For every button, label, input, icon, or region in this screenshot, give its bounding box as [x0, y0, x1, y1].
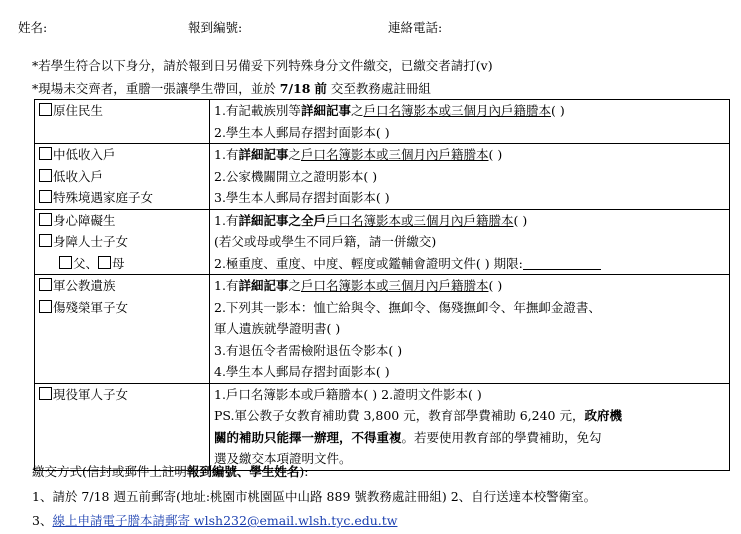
document-text: 戶口名簿影本或三個月內戶籍謄本 [300, 278, 489, 293]
checkbox[interactable] [98, 256, 111, 269]
document-text: 詳細記事之全戶 [238, 212, 326, 228]
document-text: 詳細記事 [300, 103, 351, 118]
method-bold: 報到編號、學生姓名 [186, 464, 300, 479]
document-text: 3.學生本人郵局存摺封面影本( ) [214, 190, 390, 205]
document-text: 2.極重度、重度、中度、輕度或鑑輔會證明文件( ) 期限: [214, 255, 523, 271]
identity-option [39, 210, 209, 232]
document-text: 選及繳交本項證明文件。 [214, 451, 352, 466]
email-link[interactable]: 線上申請電子謄本請郵寄 wlsh232@email.wlsh.tyc.edu.tw [52, 513, 398, 528]
document-line [214, 297, 729, 319]
document-text: 之 [288, 278, 301, 293]
note-2-before: 前 [314, 81, 327, 96]
instruction-note-1: *若學生符合以下身分，請於報到日另備妥下列特殊身分文件繳交，已繳交者請打(v) [32, 58, 493, 73]
method-suffix: ): [299, 464, 309, 479]
method-prefix: 繳交方式(信封或郵件上註明 [32, 464, 187, 479]
phone-label: 連絡電話: [388, 20, 443, 35]
document-text: 2.公家機關開立之證明影本( ) [214, 168, 378, 184]
document-line [214, 253, 729, 275]
checkbox[interactable] [39, 147, 52, 160]
checkbox[interactable] [59, 256, 72, 269]
document-text: 2.下列其一影本：恤亡給與令、撫卹令、傷殘撫卹令、年撫卹金證書、 [214, 299, 601, 315]
document-line [214, 187, 729, 209]
identity-option [39, 384, 209, 406]
document-line [214, 144, 729, 166]
document-text: 戶口名簿影本或三個月內戶籍謄本 [325, 212, 514, 228]
registration-number-label: 報到編號: [188, 20, 243, 35]
document-line [214, 427, 729, 449]
identity-label: 軍公教遺族 [53, 278, 116, 293]
parent-label: 父、 [73, 255, 99, 271]
documents-cell [210, 144, 730, 210]
identity-option [39, 297, 209, 319]
document-text: 。若要使用教育部的學費補助，免勾 [401, 429, 602, 445]
submission-option-3 [32, 511, 397, 529]
document-line [214, 405, 729, 427]
document-line [214, 318, 729, 340]
checkbox[interactable] [39, 213, 52, 226]
name-label: 姓名: [18, 20, 48, 35]
document-text: 詳細記事 [238, 147, 289, 162]
submission-options-1-2: 1、請於 7/18 週五前郵寄(地址:桃園市桃園區中山路 889 號教務處註冊組) 2、自行送達本校警衛室。 [32, 489, 597, 504]
identity-label: 低收入戶 [53, 168, 104, 184]
document-text: 詳細記事 [238, 278, 289, 293]
note-2-date: 7/18 [279, 81, 311, 96]
table-row [35, 383, 730, 470]
documents-cell [210, 383, 730, 470]
checkbox[interactable] [39, 278, 52, 291]
identity-option [39, 275, 209, 297]
document-text: 3.有退伍令者需檢附退伍令影本( ) [214, 342, 403, 358]
option-3-prefix: 3、 [32, 513, 53, 528]
identity-cell [35, 383, 210, 470]
checkbox[interactable] [39, 103, 52, 116]
identity-option [39, 100, 209, 122]
document-text: (若父或母或學生不同戶籍，請一併繳交) [214, 234, 437, 249]
identity-option [39, 144, 209, 166]
document-text: 戶口名簿影本或三個月內戶籍謄本 [300, 147, 489, 162]
document-line [214, 210, 729, 232]
document-text: ( ) [488, 278, 503, 293]
checkbox[interactable] [39, 169, 52, 182]
identity-option [39, 166, 209, 188]
document-text: 1.有記載族別等 [214, 103, 301, 118]
note-2-prefix: *現場未交齊者，重謄一張讓學生帶回，並於 [32, 81, 276, 96]
table-row [35, 209, 730, 275]
documents-cell [210, 209, 730, 275]
document-line [214, 166, 729, 188]
identity-option [39, 187, 209, 209]
identity-cell [35, 275, 210, 384]
note-2-suffix: 交至教務處註冊組 [330, 81, 431, 96]
identity-label: 身心障礙生 [53, 212, 116, 228]
document-line [214, 384, 729, 406]
document-text: 1.有 [214, 278, 239, 293]
document-text: 1.有 [214, 147, 239, 162]
identity-label: 現役軍人子女 [53, 386, 129, 402]
document-text: 2.學生本人郵局存摺封面影本( ) [214, 124, 390, 140]
document-text: 之 [350, 103, 364, 118]
document-text: 軍人遺族就學證明書( ) [214, 321, 341, 336]
identity-cell [35, 100, 210, 144]
instruction-note-2 [32, 79, 431, 97]
checkbox[interactable] [39, 300, 52, 313]
document-text: PS.軍公教子女教育補助費 3,800 元，教育部學費補助 6,240 元， [214, 408, 585, 423]
identity-cell [35, 209, 210, 275]
identity-label: 中低收入戶 [53, 147, 116, 162]
document-line [214, 340, 729, 362]
document-line [214, 231, 729, 253]
checkbox[interactable] [39, 387, 52, 400]
document-line [214, 100, 729, 122]
document-text: 戶口名簿影本或三個月內戶籍謄本 [363, 103, 551, 118]
document-line [214, 275, 729, 297]
checkbox[interactable] [39, 190, 52, 203]
checkbox[interactable] [39, 234, 52, 247]
document-text: 4.學生本人郵局存摺封面影本( ) [214, 364, 390, 379]
document-text: 1.有 [214, 212, 239, 228]
document-text: 之 [288, 147, 301, 162]
documents-cell [210, 275, 730, 384]
document-text: ( ) [488, 147, 503, 162]
documents-cell [210, 100, 730, 144]
identity-label: 原住民生 [53, 103, 104, 118]
table-row [35, 144, 730, 210]
parent-label: 母 [112, 255, 125, 271]
document-text: 1.戶口名簿影本或戶籍謄本( ) 2.證明文件影本( ) [214, 386, 482, 402]
parent-options [39, 253, 209, 275]
submission-method [32, 462, 309, 480]
identity-documents-table [34, 99, 730, 471]
document-text: ( ) [550, 103, 565, 118]
identity-option [39, 231, 209, 253]
document-text: ( ) [513, 212, 528, 228]
table-row [35, 275, 730, 384]
document-line [214, 361, 729, 383]
document-line [214, 122, 729, 144]
document-text: 關的補助只能擇一辦理，不得重複 [214, 429, 402, 445]
identity-label: 傷殘榮軍子女 [53, 299, 129, 315]
table-row [35, 100, 730, 144]
identity-cell [35, 144, 210, 210]
document-text: 政府機 [584, 408, 622, 423]
identity-label: 身障人士子女 [53, 234, 129, 249]
expiry-blank[interactable] [523, 257, 601, 270]
identity-label: 特殊境遇家庭子女 [53, 190, 154, 205]
